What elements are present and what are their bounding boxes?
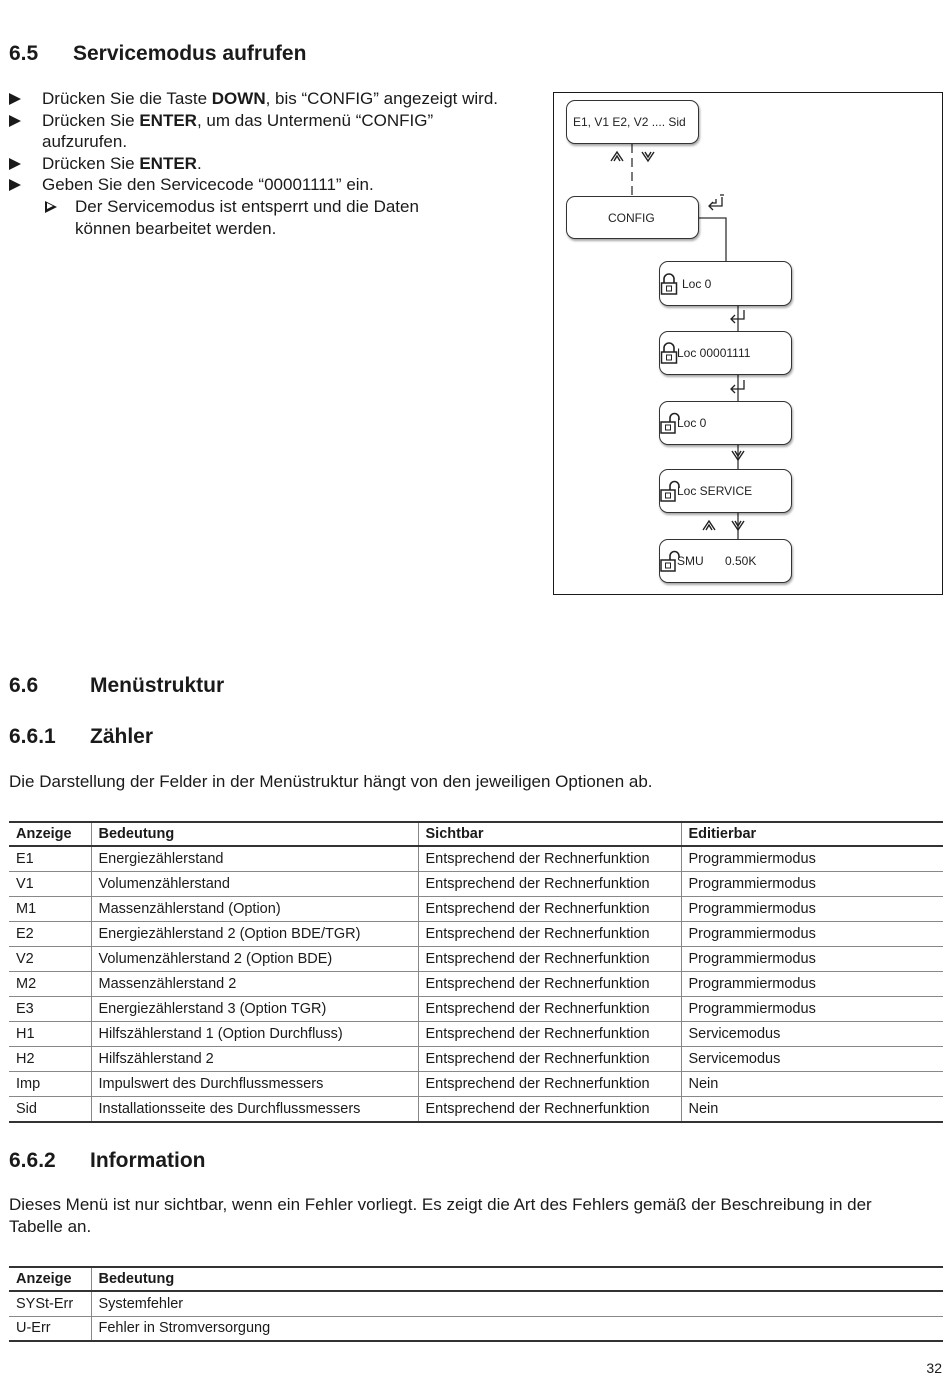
- table-cell: Entsprechend der Rechnerfunktion: [418, 971, 681, 996]
- column-header: Editierbar: [681, 822, 943, 846]
- display-screen-counters: [566, 100, 699, 144]
- section-number: 6.6.1: [9, 725, 56, 748]
- step-2: Drücken Sie ENTER, um das Untermenü “CONFIG” aufzurufen.: [9, 110, 479, 153]
- table-row: [9, 1022, 943, 1047]
- table-cell: Programmiermodus: [681, 997, 943, 1022]
- table-row: [9, 997, 943, 1022]
- intro-paragraph: Dieses Menü ist nur sichtbar, wenn ein Fehler vorliegt. Es zeigt die Art des Fehlers gemäß der Beschreibung in der Tabelle an.: [9, 1195, 872, 1236]
- table-row: [9, 1291, 943, 1316]
- table-cell: Systemfehler: [91, 1291, 943, 1316]
- screen-text: Loc SERVICE: [677, 484, 753, 498]
- display-screen-loc-code: [659, 331, 792, 375]
- screen-text: E1, V1 E2, V2 .... Sid: [573, 115, 686, 129]
- step-1: Drücken Sie die Taste DOWN, bis “CONFIG” angezeigt wird.: [9, 88, 549, 110]
- table-header-row: [9, 822, 943, 846]
- table-row: [9, 871, 943, 896]
- table-cell: Hilfszählerstand 2: [91, 1047, 418, 1072]
- table-row: [9, 1047, 943, 1072]
- table-cell: Impulswert des Durchflussmessers: [91, 1072, 418, 1097]
- table-cell: Entsprechend der Rechnerfunktion: [418, 1022, 681, 1047]
- display-screen-loc-service: [659, 469, 792, 513]
- intro-paragraph: Die Darstellung der Felder in der Menüstruktur hängt von den jeweiligen Optionen ab.: [9, 772, 653, 791]
- table-cell: Massenzählerstand 2: [91, 971, 418, 996]
- table-cell: V2: [9, 946, 91, 971]
- lock-open-icon: [660, 480, 680, 502]
- lock-open-icon: [660, 412, 680, 434]
- table-cell: Energiezählerstand: [91, 846, 418, 871]
- table-cell: Massenzählerstand (Option): [91, 896, 418, 921]
- table-cell: Energiezählerstand 2 (Option BDE/TGR): [91, 921, 418, 946]
- lock-closed-icon: [660, 273, 678, 295]
- table-cell: Programmiermodus: [681, 846, 943, 871]
- column-header: Bedeutung: [91, 822, 418, 846]
- enter-key-icon: [709, 195, 724, 210]
- section-number: 6.5: [9, 42, 39, 65]
- table-cell: E2: [9, 921, 91, 946]
- section-title: Servicemodus aufrufen: [73, 42, 307, 65]
- table-cell: SYSt-Err: [9, 1291, 91, 1316]
- table-cell: Programmiermodus: [681, 921, 943, 946]
- section-title: Menüstruktur: [90, 674, 225, 697]
- table-row: [9, 946, 943, 971]
- table-cell: E1: [9, 846, 91, 871]
- table-cell: E3: [9, 997, 91, 1022]
- table-cell: Entsprechend der Rechnerfunktion: [418, 997, 681, 1022]
- table-cell: Entsprechend der Rechnerfunktion: [418, 1072, 681, 1097]
- table-cell: U-Err: [9, 1316, 91, 1341]
- table-cell: Servicemodus: [681, 1047, 943, 1072]
- table-cell: Fehler in Stromversorgung: [91, 1316, 943, 1341]
- table-cell: Volumenzählerstand: [91, 871, 418, 896]
- table-row: [9, 921, 943, 946]
- column-header: Sichtbar: [418, 822, 681, 846]
- table-cell: Sid: [9, 1097, 91, 1122]
- table-row: [9, 971, 943, 996]
- result-arrow-icon: [45, 201, 57, 213]
- lock-open-icon: [660, 550, 680, 572]
- table-cell: Entsprechend der Rechnerfunktion: [418, 896, 681, 921]
- table-cell: Entsprechend der Rechnerfunktion: [418, 871, 681, 896]
- screen-text: Loc 00001111: [677, 346, 751, 360]
- step-3: Drücken Sie ENTER.: [9, 153, 549, 175]
- table-cell: Programmiermodus: [681, 971, 943, 996]
- table-cell: Hilfszählerstand 1 (Option Durchfluss): [91, 1022, 418, 1047]
- screen-text: Loc 0: [677, 416, 707, 430]
- screen-text: Loc 0: [682, 276, 712, 291]
- table-cell: Nein: [681, 1097, 943, 1122]
- table-cell: Entsprechend der Rechnerfunktion: [418, 846, 681, 871]
- column-header: Bedeutung: [91, 1267, 943, 1291]
- table-cell: Programmiermodus: [681, 871, 943, 896]
- screen-value: 0.50K: [725, 554, 757, 568]
- table-cell: M2: [9, 971, 91, 996]
- page-number: 32: [926, 1360, 942, 1376]
- table-row: [9, 1072, 943, 1097]
- screen-text: CONFIG: [608, 210, 655, 225]
- section-title: Zähler: [90, 725, 154, 748]
- display-screen-config: [566, 196, 699, 239]
- display-screen-loc-locked: [659, 261, 792, 306]
- section-number: 6.6.2: [9, 1149, 56, 1172]
- table-cell: Entsprechend der Rechnerfunktion: [418, 946, 681, 971]
- display-screen-smu: [659, 539, 792, 583]
- table-header-row: [9, 1267, 943, 1291]
- bullet-arrow-icon: [9, 93, 21, 105]
- table-cell: M1: [9, 896, 91, 921]
- table-cell: Nein: [681, 1072, 943, 1097]
- service-mode-flow-diagram: [553, 92, 943, 595]
- lock-closed-icon: [660, 342, 678, 364]
- step-4: Geben Sie den Servicecode “00001111” ein.: [9, 174, 549, 196]
- column-header: Anzeige: [9, 822, 91, 846]
- instruction-list: [9, 88, 549, 239]
- bullet-arrow-icon: [9, 115, 21, 127]
- table-cell: H2: [9, 1047, 91, 1072]
- bullet-arrow-icon: [9, 179, 21, 191]
- section-number: 6.6: [9, 674, 39, 697]
- counters-table: [9, 821, 943, 1123]
- table-cell: Servicemodus: [681, 1022, 943, 1047]
- table-cell: Entsprechend der Rechnerfunktion: [418, 921, 681, 946]
- table-cell: Installationsseite des Durchflussmessers: [91, 1097, 418, 1122]
- table-cell: Programmiermodus: [681, 946, 943, 971]
- display-screen-loc-unlocked: [659, 401, 792, 445]
- table-cell: Energiezählerstand 3 (Option TGR): [91, 997, 418, 1022]
- table-cell: H1: [9, 1022, 91, 1047]
- table-row: [9, 1097, 943, 1122]
- table-cell: Volumenzählerstand 2 (Option BDE): [91, 946, 418, 971]
- table-cell: Programmiermodus: [681, 896, 943, 921]
- table-row: [9, 1316, 943, 1341]
- column-header: Anzeige: [9, 1267, 91, 1291]
- table-cell: Imp: [9, 1072, 91, 1097]
- screen-label: SMU: [677, 554, 704, 568]
- section-title: Information: [90, 1149, 206, 1172]
- information-table: [9, 1266, 943, 1342]
- table-cell: V1: [9, 871, 91, 896]
- result-note: Der Servicemodus ist entsperrt und die Daten können bearbeitet werden.: [9, 196, 479, 239]
- table-cell: Entsprechend der Rechnerfunktion: [418, 1097, 681, 1122]
- table-row: [9, 896, 943, 921]
- table-row: [9, 846, 943, 871]
- bullet-arrow-icon: [9, 158, 21, 170]
- table-cell: Entsprechend der Rechnerfunktion: [418, 1047, 681, 1072]
